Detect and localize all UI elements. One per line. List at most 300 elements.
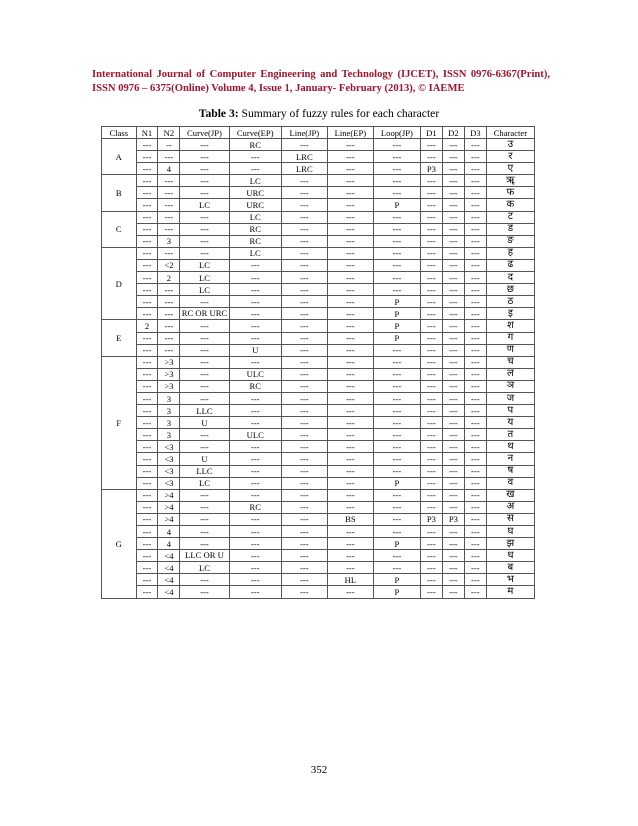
table-cell: --- <box>464 574 486 586</box>
table-cell: --- <box>136 538 158 550</box>
table-cell: --- <box>464 344 486 356</box>
page-number: 352 <box>310 764 328 776</box>
table-cell: --- <box>327 187 373 199</box>
table-cell: --- <box>158 296 180 308</box>
table-cell: <4 <box>158 586 180 598</box>
table-cell: --- <box>327 223 373 235</box>
table-cell: --- <box>281 538 327 550</box>
table-cell: --- <box>281 139 327 151</box>
table-cell: --- <box>229 151 281 163</box>
table-cell: --- <box>420 296 442 308</box>
table-row <box>102 296 535 308</box>
table-cell: --- <box>136 405 158 417</box>
table-cell: --- <box>420 489 442 501</box>
table-cell: --- <box>464 223 486 235</box>
table-cell: P <box>373 199 420 211</box>
table-cell: --- <box>327 235 373 247</box>
table-cell: --- <box>442 526 464 538</box>
table-cell: --- <box>420 392 442 404</box>
table-cell: --- <box>180 526 229 538</box>
table-cell: --- <box>327 453 373 465</box>
table-cell: --- <box>327 405 373 417</box>
table-cell: --- <box>442 296 464 308</box>
character-cell: न <box>486 453 534 465</box>
table-cell: --- <box>442 320 464 332</box>
table-cell: --- <box>442 235 464 247</box>
table-cell: --- <box>327 139 373 151</box>
table-cell: --- <box>442 223 464 235</box>
table-cell: --- <box>327 538 373 550</box>
table-cell: --- <box>136 489 158 501</box>
table-cell: --- <box>136 175 158 187</box>
table-cell: --- <box>442 538 464 550</box>
table-cell: --- <box>420 465 442 477</box>
table-row <box>102 320 535 332</box>
table-cell: --- <box>229 489 281 501</box>
table-cell: --- <box>229 296 281 308</box>
table-row <box>102 284 535 296</box>
table-cell: --- <box>158 151 180 163</box>
table-caption <box>0 107 638 120</box>
table-cell: --- <box>281 235 327 247</box>
table-row <box>102 308 535 320</box>
class-cell: F <box>102 356 137 489</box>
table-cell: --- <box>229 465 281 477</box>
table-cell: --- <box>281 429 327 441</box>
table-cell: --- <box>327 332 373 344</box>
column-header: Curve(JP) <box>180 127 229 139</box>
table-cell: --- <box>229 405 281 417</box>
table-cell: --- <box>420 417 442 429</box>
table-cell: --- <box>180 586 229 598</box>
table-cell: --- <box>136 513 158 525</box>
table-cell: --- <box>136 187 158 199</box>
table-row <box>102 332 535 344</box>
character-cell: ग <box>486 332 534 344</box>
table-cell: --- <box>180 320 229 332</box>
table-cell: --- <box>281 308 327 320</box>
table-cell: --- <box>136 562 158 574</box>
table-cell: -- <box>158 139 180 151</box>
table-cell: --- <box>373 344 420 356</box>
character-cell: ॠ <box>486 175 534 187</box>
table-cell: --- <box>464 259 486 271</box>
column-header: Curve(EP) <box>229 127 281 139</box>
table-cell: --- <box>281 550 327 562</box>
table-cell: --- <box>373 187 420 199</box>
table-cell: --- <box>136 477 158 489</box>
table-cell: <4 <box>158 574 180 586</box>
table-cell: --- <box>373 284 420 296</box>
table-cell: --- <box>136 417 158 429</box>
table-cell: --- <box>464 380 486 392</box>
table-cell: --- <box>229 574 281 586</box>
table-cell: --- <box>136 550 158 562</box>
table-cell: --- <box>136 247 158 259</box>
table-cell: --- <box>373 247 420 259</box>
table-cell: --- <box>373 211 420 223</box>
table-cell: --- <box>281 489 327 501</box>
table-cell: --- <box>136 139 158 151</box>
table-cell: --- <box>442 368 464 380</box>
table-row <box>102 163 535 175</box>
table-cell: --- <box>373 405 420 417</box>
table-cell: --- <box>136 356 158 368</box>
table-row <box>102 392 535 404</box>
table-cell: --- <box>180 211 229 223</box>
table-cell: <3 <box>158 441 180 453</box>
table-cell: --- <box>464 235 486 247</box>
table-cell: --- <box>158 344 180 356</box>
table-cell: <3 <box>158 477 180 489</box>
table-cell: --- <box>180 151 229 163</box>
table-cell: --- <box>442 477 464 489</box>
table-row <box>102 259 535 271</box>
table-row <box>102 247 535 259</box>
table-cell: LC <box>180 477 229 489</box>
table-cell: P <box>373 320 420 332</box>
table-cell: --- <box>180 489 229 501</box>
table-cell: --- <box>281 356 327 368</box>
table-cell: --- <box>464 163 486 175</box>
table-cell: --- <box>442 284 464 296</box>
table-cell: --- <box>442 259 464 271</box>
table-cell: --- <box>420 211 442 223</box>
table-row <box>102 429 535 441</box>
table-cell: --- <box>180 429 229 441</box>
table-cell: --- <box>442 489 464 501</box>
table-row <box>102 441 535 453</box>
table-cell: --- <box>229 163 281 175</box>
table-cell: U <box>180 453 229 465</box>
table-cell: --- <box>420 320 442 332</box>
character-cell: ण <box>486 344 534 356</box>
table-cell: --- <box>373 259 420 271</box>
table-cell: >4 <box>158 501 180 513</box>
table-cell: --- <box>420 501 442 513</box>
table-cell: --- <box>281 211 327 223</box>
table-cell: --- <box>327 259 373 271</box>
table-row <box>102 574 535 586</box>
table-cell: LC <box>229 247 281 259</box>
table-cell: --- <box>442 574 464 586</box>
class-cell: D <box>102 247 137 320</box>
table-row <box>102 417 535 429</box>
column-header: D2 <box>442 127 464 139</box>
table-cell: ULC <box>229 368 281 380</box>
table-cell: --- <box>180 538 229 550</box>
table-cell: --- <box>281 368 327 380</box>
table-cell: --- <box>136 429 158 441</box>
character-cell: म <box>486 586 534 598</box>
table-row <box>102 453 535 465</box>
table-cell: --- <box>464 320 486 332</box>
table-cell: --- <box>281 477 327 489</box>
table-cell: --- <box>180 501 229 513</box>
table-cell: --- <box>373 380 420 392</box>
table-cell: --- <box>327 417 373 429</box>
table-cell: --- <box>180 513 229 525</box>
table-cell: --- <box>229 320 281 332</box>
table-cell: --- <box>136 332 158 344</box>
table-cell: --- <box>180 247 229 259</box>
character-cell: ठ <box>486 296 534 308</box>
table-cell: --- <box>442 562 464 574</box>
table-cell: --- <box>442 586 464 598</box>
table-cell: --- <box>327 151 373 163</box>
table-cell: --- <box>420 441 442 453</box>
table-cell: --- <box>464 368 486 380</box>
table-cell: --- <box>442 356 464 368</box>
table-cell: 3 <box>158 417 180 429</box>
table-cell: --- <box>327 272 373 284</box>
table-cell: --- <box>281 526 327 538</box>
table-row <box>102 223 535 235</box>
table-cell: --- <box>281 187 327 199</box>
table-cell: P3 <box>442 513 464 525</box>
table-cell: --- <box>442 453 464 465</box>
table-cell: --- <box>158 223 180 235</box>
table-cell: URC <box>229 199 281 211</box>
table-cell: --- <box>373 356 420 368</box>
character-cell: उ <box>486 139 534 151</box>
table-cell: --- <box>136 211 158 223</box>
table-cell: P3 <box>420 513 442 525</box>
table-cell: --- <box>464 441 486 453</box>
table-cell: BS <box>327 513 373 525</box>
table-cell: --- <box>373 272 420 284</box>
table-cell: 4 <box>158 163 180 175</box>
table-row <box>102 513 535 525</box>
table-cell: --- <box>373 175 420 187</box>
table-row <box>102 139 535 151</box>
table-cell: <2 <box>158 259 180 271</box>
column-header: Loop(JP) <box>373 127 420 139</box>
table-cell: --- <box>464 489 486 501</box>
table-cell: P <box>373 586 420 598</box>
table-cell: --- <box>420 259 442 271</box>
table-cell: >3 <box>158 356 180 368</box>
table-row <box>102 526 535 538</box>
table-cell: --- <box>442 441 464 453</box>
character-cell: अ <box>486 501 534 513</box>
character-cell: इ <box>486 308 534 320</box>
table-cell: --- <box>442 550 464 562</box>
table-cell: --- <box>281 247 327 259</box>
table-row <box>102 550 535 562</box>
table-cell: --- <box>420 562 442 574</box>
table-cell: --- <box>327 356 373 368</box>
table-cell: LLC <box>180 405 229 417</box>
table-cell: --- <box>464 477 486 489</box>
table-cell: P <box>373 574 420 586</box>
table-cell: --- <box>442 380 464 392</box>
character-cell: व <box>486 477 534 489</box>
table-cell: --- <box>464 417 486 429</box>
table-cell: --- <box>420 272 442 284</box>
table-cell: --- <box>420 368 442 380</box>
table-cell: --- <box>136 453 158 465</box>
table-cell: --- <box>442 344 464 356</box>
table-cell: --- <box>464 550 486 562</box>
table-cell: --- <box>327 380 373 392</box>
table-cell: LC <box>180 562 229 574</box>
table-cell: >4 <box>158 489 180 501</box>
table-cell: --- <box>464 513 486 525</box>
table-cell: RC <box>229 501 281 513</box>
table-cell: U <box>180 417 229 429</box>
table-cell: --- <box>281 320 327 332</box>
table-cell: --- <box>442 187 464 199</box>
table-cell: --- <box>442 199 464 211</box>
table-cell: --- <box>464 151 486 163</box>
table-cell: 4 <box>158 538 180 550</box>
table-cell: --- <box>136 465 158 477</box>
table-cell: --- <box>373 550 420 562</box>
table-cell: --- <box>420 538 442 550</box>
table-cell: P <box>373 308 420 320</box>
table-cell: 3 <box>158 405 180 417</box>
table-cell: --- <box>373 392 420 404</box>
table-cell: --- <box>420 526 442 538</box>
table-cell: --- <box>281 441 327 453</box>
table-cell: 4 <box>158 526 180 538</box>
table-cell: --- <box>464 392 486 404</box>
table-cell: RC OR URC <box>181 308 228 319</box>
table-cell: --- <box>229 453 281 465</box>
table-cell: --- <box>158 187 180 199</box>
table-cell: --- <box>327 163 373 175</box>
table-cell: --- <box>180 163 229 175</box>
table-cell: --- <box>464 562 486 574</box>
table-cell: --- <box>158 332 180 344</box>
table-cell: --- <box>420 139 442 151</box>
table-row <box>102 538 535 550</box>
table-cell: --- <box>327 477 373 489</box>
table-cell: --- <box>373 223 420 235</box>
table-cell: --- <box>442 272 464 284</box>
table-cell: --- <box>464 465 486 477</box>
table-cell: --- <box>327 211 373 223</box>
table-cell: --- <box>420 429 442 441</box>
character-cell: य <box>486 417 534 429</box>
table-cell: --- <box>136 199 158 211</box>
table-cell: --- <box>281 380 327 392</box>
table-cell: --- <box>420 235 442 247</box>
table-cell: --- <box>180 380 229 392</box>
table-cell: --- <box>442 465 464 477</box>
table-cell: --- <box>281 513 327 525</box>
table-cell: --- <box>136 380 158 392</box>
table-row <box>102 368 535 380</box>
table-cell: >4 <box>158 513 180 525</box>
fuzzy-rules-table <box>101 126 535 599</box>
table-cell: HL <box>327 574 373 586</box>
table-cell: --- <box>327 489 373 501</box>
table-cell: --- <box>281 465 327 477</box>
table-cell: --- <box>420 187 442 199</box>
table-cell: LC <box>229 211 281 223</box>
table-cell: --- <box>442 175 464 187</box>
table-cell: --- <box>180 296 229 308</box>
table-cell: --- <box>442 405 464 417</box>
table-cell: LC <box>229 175 281 187</box>
table-cell: --- <box>136 259 158 271</box>
table-cell: --- <box>229 308 281 320</box>
table-cell: --- <box>136 586 158 598</box>
character-cell: भ <box>486 574 534 586</box>
table-cell: --- <box>420 477 442 489</box>
table-cell: --- <box>180 392 229 404</box>
table-cell: --- <box>373 163 420 175</box>
table-header-row <box>102 127 535 139</box>
table-row <box>102 562 535 574</box>
table-cell: --- <box>327 429 373 441</box>
table-cell: --- <box>373 368 420 380</box>
table-cell: --- <box>420 151 442 163</box>
table-caption-label: Table 3: <box>198 107 239 120</box>
table-cell: --- <box>229 417 281 429</box>
character-cell: ङ <box>486 235 534 247</box>
table-cell: LC <box>180 199 229 211</box>
table-cell: --- <box>442 392 464 404</box>
table-cell: --- <box>442 429 464 441</box>
table-cell: --- <box>281 175 327 187</box>
table-cell: --- <box>420 223 442 235</box>
table-cell: LC <box>180 259 229 271</box>
table-cell: --- <box>442 211 464 223</box>
table-cell: 2 <box>158 272 180 284</box>
character-cell: र <box>486 151 534 163</box>
table-cell: --- <box>327 562 373 574</box>
table-cell: --- <box>420 175 442 187</box>
table-cell: >3 <box>158 380 180 392</box>
table-cell: --- <box>281 296 327 308</box>
table-cell: RC <box>229 235 281 247</box>
table-cell: --- <box>180 574 229 586</box>
table-cell: --- <box>281 405 327 417</box>
table-cell: --- <box>327 501 373 513</box>
table-cell: --- <box>229 441 281 453</box>
table-cell: --- <box>180 356 229 368</box>
table-cell: --- <box>420 356 442 368</box>
table-cell: --- <box>281 259 327 271</box>
table-cell: --- <box>136 151 158 163</box>
table-cell: --- <box>464 501 486 513</box>
table-cell: --- <box>281 586 327 598</box>
table-row <box>102 477 535 489</box>
table-row <box>102 465 535 477</box>
table-cell: --- <box>464 356 486 368</box>
table-cell: --- <box>136 501 158 513</box>
class-cell: E <box>102 320 137 356</box>
character-cell: ज <box>486 392 534 404</box>
table-cell: --- <box>180 175 229 187</box>
class-cell: B <box>102 175 137 211</box>
table-cell: --- <box>464 526 486 538</box>
table-cell: --- <box>464 272 486 284</box>
table-cell: --- <box>136 163 158 175</box>
character-cell: ब <box>486 562 534 574</box>
table-cell: --- <box>420 453 442 465</box>
table-cell: --- <box>373 429 420 441</box>
class-cell: C <box>102 211 137 247</box>
table-cell: --- <box>327 368 373 380</box>
character-cell: घ <box>486 526 534 538</box>
table-cell: --- <box>373 513 420 525</box>
table-cell: --- <box>464 586 486 598</box>
table-row <box>102 211 535 223</box>
